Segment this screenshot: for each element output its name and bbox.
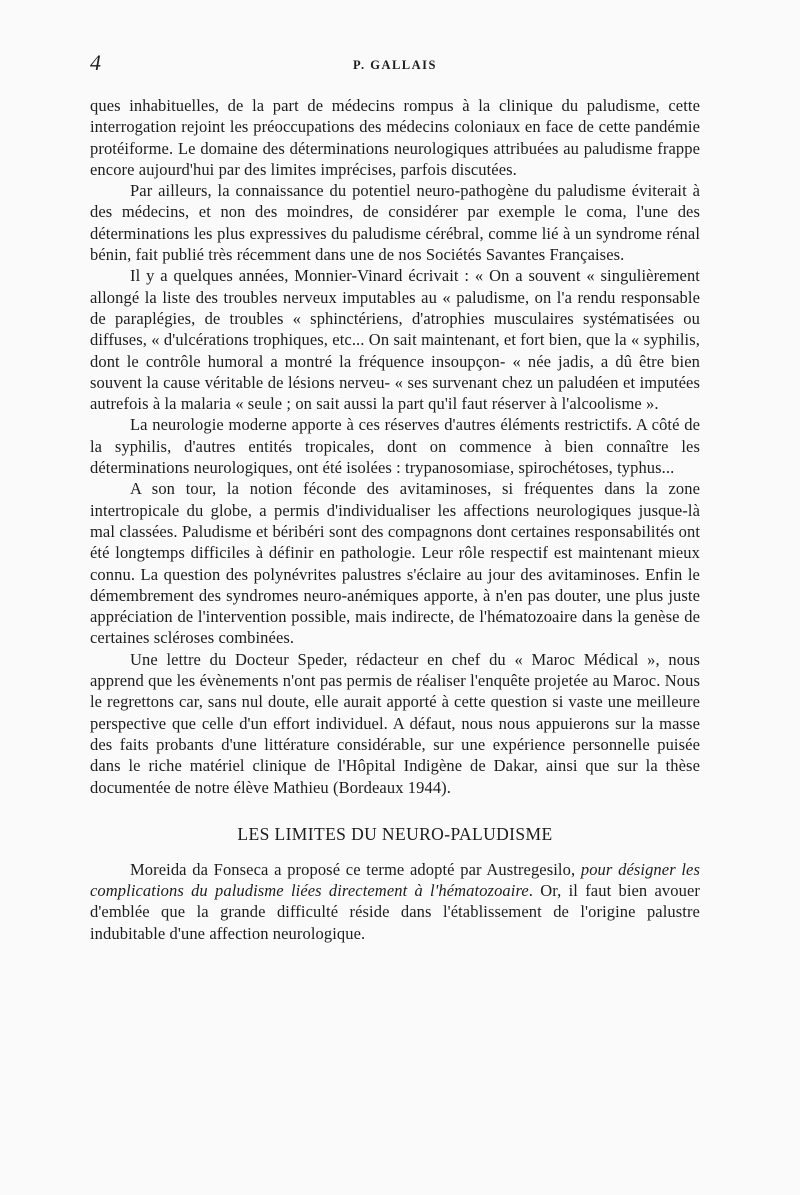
- definition-lead: Moreida da Fonseca a proposé ce terme adopté par Austregesilo,: [130, 859, 581, 879]
- section-title: LES LIMITES DU NEURO-PALUDISME: [237, 823, 553, 844]
- paragraph-monnier-vinard-quote: Il y a quelques années, Monnier-Vinard écrivait : « On a souvent « singulièrement allongé la liste des troubles nerveux imputables au « paludisme, on l'a rendu responsable de paraplégies, de troubles « sphinctériens, d'atrophies musculaires systématisées ou diffuses, « d'ulcérations trophiques, etc... On sait maintenant, et fort bien, que la « syphilis, dont le contrôle humoral a montré la fréquence insoupçon- « née jadis, a dû être bien souvent la cause véritable de lésions nerveu- « ses survenant chez un paludéen et imputées autrefois à la malaria « seule ; on sait aussi la part qu'il faut réserver à l'alcoolisme ».: [90, 266, 700, 414]
- definition-tail: . Or, il faut bien avouer d'emblée que la grande difficulté réside dans l'établissement de l'origine palustre indubitable d'une affection neurologique.: [90, 881, 700, 943]
- paragraph-potentiel-neuro-pathogene: Par ailleurs, la connaissance du potentiel neuro-pathogène du paludisme éviterait à des médecins, et non des moindres, de considérer par exemple le coma, l'une des déterminations les plus expressives du paludisme cérébral, comme lié à un syndrome rénal bénin, fait publié très récemment dans une de nos Sociétés Savantes Françaises.: [90, 181, 700, 265]
- paragraph-avitaminoses: A son tour, la notion féconde des avitaminoses, si fréquentes dans la zone intertropicale du globe, a permis d'individualiser les affections neurologiques jusque-là mal classées. Paludisme et béribéri sont des compagnons dont certaines responsabilités ont été longtemps difficiles à définir en pathologie. Leur rôle respectif est maintenant mieux connu. La question des polynévrites palustres s'éclaire au jour des avitaminoses. Enfin le démembrement des syndromes neuro-anémiques apporte, à n'en pas douter, une plus juste appréciation de l'intervention possible, mais indirecte, de l'hématozoaire dans la genèse de certaines scléroses combinées.: [90, 479, 700, 648]
- page-number: 4: [90, 50, 101, 75]
- definition-italic: pour désigner les complications du paludisme liées directement à l'hématozoaire: [90, 859, 700, 901]
- running-head: P. GALLAIS: [352, 58, 437, 72]
- paragraph-continuation: ques inhabituelles, de la part de médecins rompus à la clinique du paludisme, cette interrogation rejoint les préoccupations des médecins coloniaux en face de cette pandémie protéiforme. Le domaine des déterminations neurologiques attribuées au paludisme frappe encore aujourd'hui par des limites imprécises, parfois discutées.: [90, 96, 700, 179]
- paragraph-neurologie-moderne: La neurologie moderne apporte à ces réserves d'autres éléments restrictifs. A côté de la syphilis, d'autres entités tropicales, dont on commence à bien connaître les déterminations neurologiques, ont été isolées : trypanosomiase, spirochétoses, typhus...: [90, 415, 700, 478]
- page-header: [90, 50, 700, 84]
- paragraph-definition: [90, 859, 700, 944]
- page-body: [90, 95, 700, 944]
- paragraph-lettre-speder: Une lettre du Docteur Speder, rédacteur en chef du « Maroc Médical », nous apprend que les évènements n'ont pas permis de réaliser l'enquête projetée au Maroc. Nous le regrettons car, sans nul doute, elle aurait apporté à cette question si vaste une meilleure perspective que celle d'un effort individuel. A défaut, nous nous appuierons sur la masse des faits probants d'une littérature considérable, sur une expérience personnelle puisée dans le riche matériel clinique de l'Hôpital Indigène de Dakar, ainsi que sur la thèse documentée de notre élève Mathieu (Bordeaux 1944).: [90, 649, 700, 797]
